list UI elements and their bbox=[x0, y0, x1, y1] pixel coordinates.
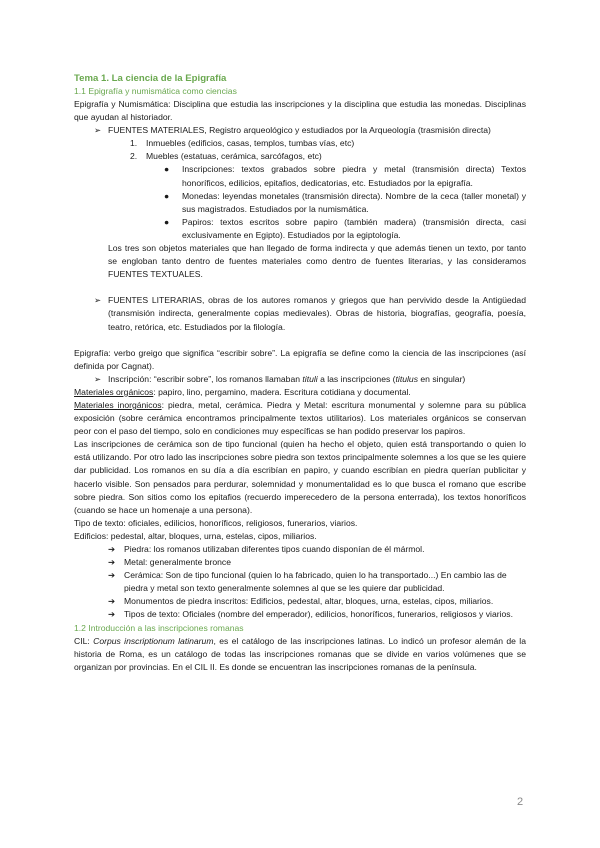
list-item-text: FUENTES MATERIALES, Registro arqueológico y estudiados por la Arqueología (trasmisión directa) bbox=[108, 125, 491, 136]
arrow-item-piedra bbox=[108, 543, 526, 556]
bullet-item-papiros bbox=[164, 216, 526, 242]
right-arrow-icon: ➔ bbox=[108, 570, 116, 581]
text-run: , es el catálogo de las inscripciones latinas. Lo indicó un profesor alemán de la historia de Roma, es un catálogo de todas las inscripciones romanas que se divide en varios volúmenes que se organizan por provincias. En el CIL II. Es donde se encuentran las inscripciones romanas de la península. bbox=[74, 635, 526, 672]
bullet-item-text: Monedas: leyendas monetales (transmisión directa). Nombre de la ceca (taller monetal) y sus magistrados. Estudiados por la numismática. bbox=[182, 190, 526, 214]
list-item-text: FUENTES LITERARIAS, obras de los autores romanos y griegos que han pervivido desde la Antigüedad (transmisión indirecta, generalmente copias medievales). Obras de historia, biografías, geografía, poesía, teatro, retórica, etc. Estudiados por la filología. bbox=[108, 295, 526, 332]
list-item-text bbox=[108, 373, 526, 386]
arrow-item-text: Monumentos de piedra inscritos: Edificios, pedestal, altar, bloques, urna, estelas, cipos, miliarios. bbox=[124, 596, 494, 607]
paragraph-definicion-epigrafia: Epigrafía: verbo greigo que significa “escribir sobre”. La epigrafía se define como la ciencia de las inscripciones (así definida por Cagnat). bbox=[74, 347, 526, 371]
paragraph-tipo-texto: Tipo de texto: oficiales, edilicios, honoríficos, religiosos, funerarios, viarios. bbox=[74, 517, 358, 528]
right-arrow-icon: ➔ bbox=[108, 596, 116, 607]
underlined-term: Materiales orgánicos bbox=[74, 386, 154, 397]
italic-term: tituli bbox=[302, 373, 318, 384]
arrow-item-text: Cerámica: Son de tipo funcional (quien lo ha fabricado, quien lo ha transportado...) En cambio las de piedra y metal son texto generalmente solemnes al que se les quiere dar publicidad. bbox=[124, 570, 507, 594]
text-run: : piedra, metal, cerámica. Piedra y Metal: escritura monumental y solemne para su pública exposición (sobre cerámica encontramos principalmente textos utilitarios). Los materiales orgánicos se conservan peor con el paso del tiempo, solo en condiciones muy específicas se han podido preservar los papiros. bbox=[74, 399, 526, 437]
paragraph-ceramica: Las inscripciones de cerámica son de tipo funcional (quien ha hecho el objeto, quien está transportando o quien lo está utilizando. Por otro lado las inscripciones sobre piedra son textos principalmente solemnes a los que se les quiere dar publicidad. Los romanos en su día a día escribían en papiro, y cuando escribían en piedra querían publicitar y hacerlo visible. Son pensados para perdurar, solemnidad y monumentalidad es lo que busca el romano que escribe sobre piedra. Son sitios como los epitafios (recuerdo imperecedero de la persona enterrada), los textos honoríficos (cuando se hace un homenaje a una persona). bbox=[74, 439, 526, 515]
bullet-dot-icon: ● bbox=[164, 164, 170, 175]
arrow-bullet-icon: ➢ bbox=[94, 295, 102, 306]
spacer bbox=[74, 334, 526, 347]
list-number: 1. bbox=[130, 138, 138, 149]
right-arrow-icon: ➔ bbox=[108, 544, 116, 554]
list-item-inscripcion bbox=[94, 373, 526, 386]
bullet-item-inscripciones bbox=[164, 163, 526, 189]
text-run: a las inscripciones ( bbox=[317, 373, 396, 384]
page-title: Tema 1. La ciencia de la Epigrafía bbox=[74, 73, 227, 84]
section-heading-1-1: 1.1 Epigrafía y numismática como ciencias bbox=[74, 86, 237, 96]
page-number: 2 bbox=[517, 796, 524, 808]
underlined-term: Materiales inorgánicos bbox=[74, 399, 162, 410]
paragraph-fuentes-textuales: Los tres son objetos materiales que han llegado de forma indirecta y que además tienen un texto, por tanto se engloban tanto dentro de fuentes materiales como dentro de fuentes literarias, y las consideramos FUENTES TEXTUALES. bbox=[108, 243, 526, 280]
bullet-item-text: Papiros: textos escritos sobre papiro (también madera) (transmisión directa, casi exclusivamente en Egipto). Estudiados por la egiptología. bbox=[182, 216, 526, 240]
arrow-item-tipos-texto bbox=[108, 608, 526, 621]
text-run: : papiro, lino, pergamino, madera. Escritura cotidiana y documental. bbox=[153, 386, 411, 397]
list-item-text: Muebles (estatuas, cerámica, sarcófagos, etc) bbox=[146, 151, 322, 162]
arrow-bullet-icon: ➢ bbox=[94, 125, 102, 136]
arrow-item-text: Piedra: los romanos utilizaban diferentes tipos cuando disponían de él mármol. bbox=[124, 544, 425, 554]
italic-term: titulus bbox=[395, 373, 418, 384]
bullet-dot-icon: ● bbox=[164, 190, 170, 201]
text-run: CIL: bbox=[74, 635, 94, 646]
list-item-text: Inmuebles (edificios, casas, templos, tumbas vías, etc) bbox=[146, 138, 355, 149]
arrow-item-text: Tipos de texto: Oficiales (nombre del emperador), edilicios, honoríficos, funerarios, religiosos y viarios. bbox=[124, 609, 513, 620]
section-heading-1-2: 1.2 Introducción a las inscripciones romanas bbox=[74, 622, 244, 633]
right-arrow-icon: ➔ bbox=[108, 609, 116, 620]
arrow-item-metal bbox=[108, 556, 526, 569]
list-item-inmuebles bbox=[130, 137, 526, 150]
paragraph-edificios: Edificios: pedestal, altar, bloques, urna, estelas, cipos, miliarios. bbox=[74, 530, 317, 541]
list-item-fuentes-literarias bbox=[94, 294, 526, 333]
paragraph-materiales-inorganicos bbox=[74, 399, 526, 438]
page-content bbox=[74, 72, 526, 674]
list-item-fuentes-materiales bbox=[94, 124, 526, 137]
spacer bbox=[74, 281, 526, 294]
paragraph-materiales-organicos bbox=[74, 386, 526, 399]
arrow-item-text: Metal: generalmente bronce bbox=[124, 557, 232, 568]
bullet-item-monedas bbox=[164, 190, 526, 216]
text-run: Inscripción: “escribir sobre”, los romanos llamaban bbox=[108, 373, 303, 384]
right-arrow-icon: ➔ bbox=[108, 557, 116, 568]
bullet-item-text: Inscripciones: textos grabados sobre piedra y metal (transmisión directa) Textos honoríficos, edilicios, epitafios, dedicatorias, etc. Estudiados por la epigrafía. bbox=[182, 164, 526, 188]
text-run: en singular) bbox=[418, 373, 466, 384]
arrow-item-monumentos bbox=[108, 595, 526, 608]
paragraph-cil bbox=[74, 635, 526, 674]
list-item-muebles bbox=[130, 150, 526, 163]
list-number: 2. bbox=[130, 151, 138, 162]
italic-term: Corpus inscriptionum latinarum bbox=[93, 635, 214, 646]
bullet-dot-icon: ● bbox=[164, 216, 170, 227]
arrow-bullet-icon: ➢ bbox=[94, 373, 102, 384]
paragraph-intro: Epigrafía y Numismática: Disciplina que estudia las inscripciones y la disciplina que estudia las monedas. Disciplinas que ayudan al historiador. bbox=[74, 99, 526, 123]
arrow-item-ceramica bbox=[108, 569, 526, 595]
